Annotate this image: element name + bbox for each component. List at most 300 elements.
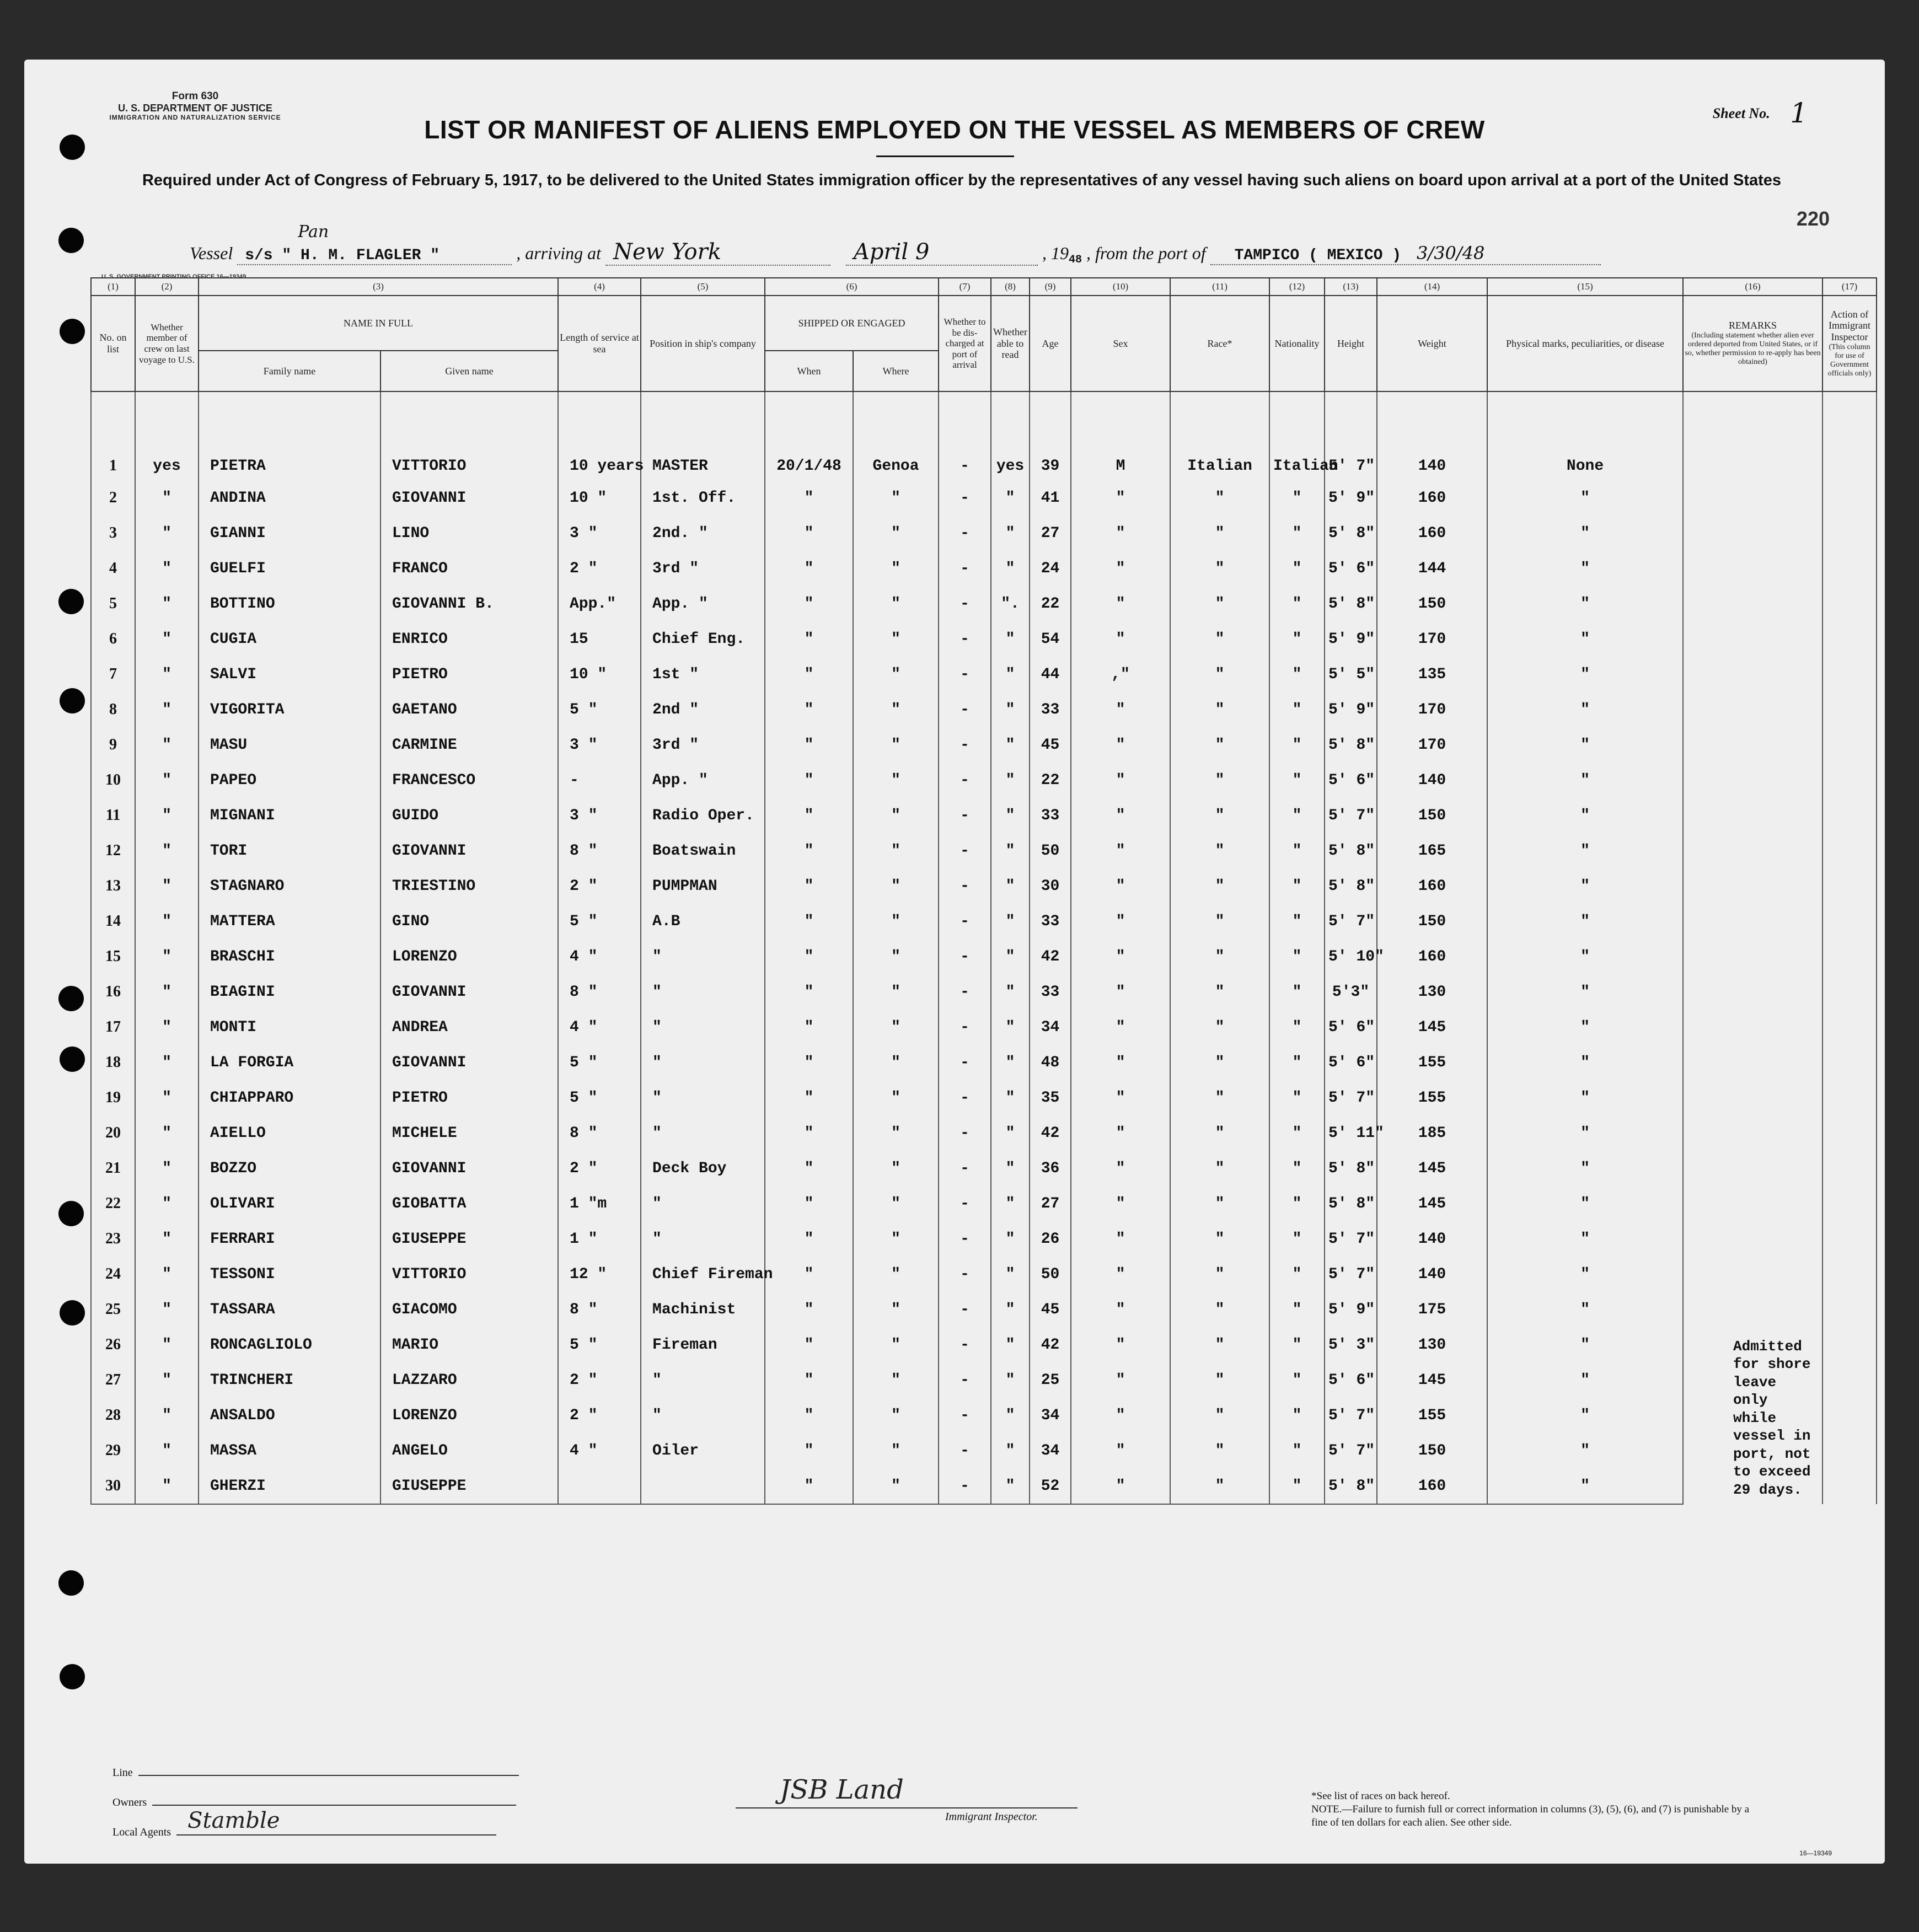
physical-marks-cell: None xyxy=(1487,391,1683,480)
row-number: 8 xyxy=(91,692,135,727)
discharged-cell: - xyxy=(939,551,991,586)
discharged-cell: - xyxy=(939,1186,991,1221)
penalty-note: NOTE.—Failure to furnish full or correct information in columns (3), (5), (6), and (7) is punishable by a fine of ten dollars for each alien. See other side. xyxy=(1311,1803,1750,1828)
last-voyage-cell: " xyxy=(135,939,199,974)
race-cell: " xyxy=(1170,1257,1269,1292)
given-name-cell: GIOVANNI xyxy=(380,1151,558,1186)
nationality-cell: " xyxy=(1269,868,1325,904)
service-length-cell: 15 xyxy=(558,621,641,657)
sex-cell: " xyxy=(1071,1327,1170,1362)
row-number: 27 xyxy=(91,1362,135,1398)
shipped-where-cell: " xyxy=(853,1468,939,1504)
nationality-cell: Italian xyxy=(1269,391,1325,480)
race-cell: " xyxy=(1170,798,1269,833)
age-cell: 44 xyxy=(1030,657,1071,692)
row-number: 21 xyxy=(91,1151,135,1186)
able-to-read-cell: " xyxy=(991,621,1030,657)
sex-cell: ," xyxy=(1071,657,1170,692)
weight-cell: 140 xyxy=(1377,1221,1487,1257)
sex-cell: " xyxy=(1071,1115,1170,1151)
position-cell: Deck Boy xyxy=(641,1151,765,1186)
age-cell: 45 xyxy=(1030,1292,1071,1327)
weight-cell: 155 xyxy=(1377,1045,1487,1080)
weight-cell: 175 xyxy=(1377,1292,1487,1327)
height-cell: 5' 8" xyxy=(1325,727,1377,763)
age-cell: 33 xyxy=(1030,798,1071,833)
race-cell: " xyxy=(1170,1398,1269,1433)
punch-hole xyxy=(60,1664,85,1689)
shipped-when-cell: " xyxy=(765,1327,853,1362)
height-cell: 5' 3" xyxy=(1325,1327,1377,1362)
row-number: 19 xyxy=(91,1080,135,1115)
row-number: 3 xyxy=(91,516,135,551)
last-voyage-cell: " xyxy=(135,586,199,621)
footer-notes xyxy=(1311,1790,1763,1829)
shipped-where-cell: " xyxy=(853,1257,939,1292)
given-name-cell: GIOVANNI xyxy=(380,833,558,868)
weight-cell: 130 xyxy=(1377,974,1487,1010)
shipped-where-cell: " xyxy=(853,833,939,868)
header-nationality: Nationality xyxy=(1269,296,1325,391)
service-length-cell: 5 " xyxy=(558,1327,641,1362)
row-number: 14 xyxy=(91,904,135,939)
service-length-cell: 1 "m xyxy=(558,1186,641,1221)
shipped-where-cell: " xyxy=(853,1292,939,1327)
family-name-cell: MASU xyxy=(199,727,380,763)
nationality-cell: " xyxy=(1269,1186,1325,1221)
table-row xyxy=(91,833,1877,868)
race-cell: " xyxy=(1170,692,1269,727)
shipped-where-cell: " xyxy=(853,868,939,904)
sex-cell: " xyxy=(1071,1221,1170,1257)
service-length-cell: 10 " xyxy=(558,657,641,692)
height-cell: 5' 7" xyxy=(1325,904,1377,939)
last-voyage-cell: " xyxy=(135,868,199,904)
physical-marks-cell: " xyxy=(1487,1186,1683,1221)
age-cell: 34 xyxy=(1030,1398,1071,1433)
voyage-line xyxy=(190,222,1601,266)
age-cell: 39 xyxy=(1030,391,1071,480)
family-name-cell: PIETRA xyxy=(199,391,380,480)
row-number: 1 xyxy=(91,391,135,480)
service-length-cell: 2 " xyxy=(558,1362,641,1398)
weight-cell: 140 xyxy=(1377,391,1487,480)
service-length-cell: 2 " xyxy=(558,1398,641,1433)
table-row xyxy=(91,391,1877,480)
weight-cell: 160 xyxy=(1377,939,1487,974)
shipped-when-cell: " xyxy=(765,1115,853,1151)
height-cell: 5' 6" xyxy=(1325,1010,1377,1045)
nationality-cell: " xyxy=(1269,1433,1325,1468)
vessel-note: Pan xyxy=(298,222,329,242)
position-cell: " xyxy=(641,974,765,1010)
shipped-when-cell: " xyxy=(765,833,853,868)
nationality-cell: " xyxy=(1269,1292,1325,1327)
position-cell: Chief Eng. xyxy=(641,621,765,657)
col-num: (1) xyxy=(91,278,135,296)
position-cell: Machinist xyxy=(641,1292,765,1327)
sheet-label: Sheet No. xyxy=(1712,105,1770,121)
able-to-read-cell: " xyxy=(991,763,1030,798)
weight-cell: 144 xyxy=(1377,551,1487,586)
row-number: 17 xyxy=(91,1010,135,1045)
age-cell: 22 xyxy=(1030,763,1071,798)
physical-marks-cell: " xyxy=(1487,1115,1683,1151)
col-num: (10) xyxy=(1071,278,1170,296)
discharged-cell: - xyxy=(939,868,991,904)
table-row xyxy=(91,1151,1877,1186)
given-name-cell: TRIESTINO xyxy=(380,868,558,904)
height-cell: 5' 8" xyxy=(1325,868,1377,904)
physical-marks-cell: " xyxy=(1487,1151,1683,1186)
given-name-cell: GIUSEPPE xyxy=(380,1468,558,1504)
arriving-field xyxy=(605,239,830,266)
document-title: LIST OR MANIFEST OF ALIENS EMPLOYED ON THE VESSEL AS MEMBERS OF CREW xyxy=(424,115,1485,144)
family-name-cell: CUGIA xyxy=(199,621,380,657)
race-cell: " xyxy=(1170,1010,1269,1045)
physical-marks-cell: " xyxy=(1487,1010,1683,1045)
row-number: 23 xyxy=(91,1221,135,1257)
able-to-read-cell: " xyxy=(991,1010,1030,1045)
table-row xyxy=(91,1398,1877,1433)
last-voyage-cell: " xyxy=(135,1010,199,1045)
physical-marks-cell: " xyxy=(1487,1257,1683,1292)
last-voyage-cell: " xyxy=(135,480,199,516)
physical-marks-cell: " xyxy=(1487,621,1683,657)
weight-cell: 170 xyxy=(1377,727,1487,763)
race-cell: " xyxy=(1170,586,1269,621)
table-row xyxy=(91,1362,1877,1398)
age-cell: 27 xyxy=(1030,516,1071,551)
family-name-cell: MATTERA xyxy=(199,904,380,939)
family-name-cell: TESSONI xyxy=(199,1257,380,1292)
last-voyage-cell: " xyxy=(135,657,199,692)
col-num: (9) xyxy=(1030,278,1071,296)
height-cell: 5' 6" xyxy=(1325,763,1377,798)
shipped-when-cell: " xyxy=(765,1398,853,1433)
shipped-where-cell: " xyxy=(853,1433,939,1468)
agents-label: Local Agents xyxy=(112,1826,171,1838)
given-name-cell: LORENZO xyxy=(380,939,558,974)
table-row xyxy=(91,1468,1877,1504)
position-cell: Chief Fireman xyxy=(641,1257,765,1292)
discharged-cell: - xyxy=(939,1362,991,1398)
weight-cell: 160 xyxy=(1377,480,1487,516)
weight-cell: 155 xyxy=(1377,1080,1487,1115)
height-cell: 5' 9" xyxy=(1325,480,1377,516)
service-length-cell: 4 " xyxy=(558,939,641,974)
nationality-cell: " xyxy=(1269,1468,1325,1504)
last-voyage-cell: " xyxy=(135,516,199,551)
service-length-cell: - xyxy=(558,763,641,798)
date-field xyxy=(846,239,1038,266)
row-number: 20 xyxy=(91,1115,135,1151)
discharged-cell: - xyxy=(939,904,991,939)
given-name-cell: MICHELE xyxy=(380,1115,558,1151)
family-name-cell: OLIVARI xyxy=(199,1186,380,1221)
col-num: (6) xyxy=(765,278,939,296)
col-num: (3) xyxy=(199,278,558,296)
header-where: Where xyxy=(853,351,939,391)
height-cell: 5'3" xyxy=(1325,974,1377,1010)
age-cell: 34 xyxy=(1030,1433,1071,1468)
height-cell: 5' 8" xyxy=(1325,516,1377,551)
crew-rows xyxy=(91,391,1877,1504)
height-cell: 5' 10" xyxy=(1325,939,1377,974)
discharged-cell: - xyxy=(939,763,991,798)
physical-marks-cell: " xyxy=(1487,974,1683,1010)
table-row xyxy=(91,763,1877,798)
row-number: 5 xyxy=(91,586,135,621)
position-cell: Oiler xyxy=(641,1433,765,1468)
age-cell: 26 xyxy=(1030,1221,1071,1257)
height-cell: 5' 9" xyxy=(1325,692,1377,727)
last-voyage-cell: " xyxy=(135,1045,199,1080)
sex-cell: " xyxy=(1071,939,1170,974)
header-height: Height xyxy=(1325,296,1377,391)
position-cell xyxy=(641,1468,765,1504)
height-cell: 5' 8" xyxy=(1325,833,1377,868)
given-name-cell: GINO xyxy=(380,904,558,939)
shipped-when-cell: " xyxy=(765,727,853,763)
able-to-read-cell: " xyxy=(991,480,1030,516)
weight-cell: 135 xyxy=(1377,657,1487,692)
shipped-where-cell: " xyxy=(853,939,939,974)
port-note: 3/30/48 xyxy=(1417,243,1485,264)
shipped-when-cell: " xyxy=(765,1151,853,1186)
nationality-cell: " xyxy=(1269,1221,1325,1257)
weight-cell: 160 xyxy=(1377,1468,1487,1504)
from-port-field xyxy=(1210,243,1601,265)
shipped-where-cell: " xyxy=(853,1151,939,1186)
sex-cell: " xyxy=(1071,763,1170,798)
shipped-where-cell: " xyxy=(853,516,939,551)
table-row xyxy=(91,974,1877,1010)
form-number: Form 630 xyxy=(171,90,219,102)
last-voyage-cell: " xyxy=(135,621,199,657)
height-cell: 5' 9" xyxy=(1325,1292,1377,1327)
sex-cell: " xyxy=(1071,798,1170,833)
family-name-cell: BOTTINO xyxy=(199,586,380,621)
family-name-cell: MASSA xyxy=(199,1433,380,1468)
service-length-cell: 5 " xyxy=(558,1080,641,1115)
position-cell: Boatswain xyxy=(641,833,765,868)
position-cell: 1st. Off. xyxy=(641,480,765,516)
row-number: 2 xyxy=(91,480,135,516)
able-to-read-cell: " xyxy=(991,974,1030,1010)
family-name-cell: ANSALDO xyxy=(199,1398,380,1433)
row-number: 24 xyxy=(91,1257,135,1292)
service-length-cell: 8 " xyxy=(558,974,641,1010)
header-physical-marks: Physical marks, peculiarities, or disease xyxy=(1487,296,1683,391)
position-cell: MASTER xyxy=(641,391,765,480)
form-code: 16—19349 xyxy=(1799,1849,1832,1857)
shipped-where-cell: " xyxy=(853,1010,939,1045)
header-race: Race* xyxy=(1170,296,1269,391)
height-cell: 5' 6" xyxy=(1325,551,1377,586)
vessel-label: Vessel xyxy=(190,243,233,263)
height-cell: 5' 7" xyxy=(1325,391,1377,480)
weight-cell: 150 xyxy=(1377,798,1487,833)
shipped-when-cell: " xyxy=(765,692,853,727)
able-to-read-cell: " xyxy=(991,1468,1030,1504)
service-length-cell: 10 " xyxy=(558,480,641,516)
row-number: 18 xyxy=(91,1045,135,1080)
sex-cell: " xyxy=(1071,1151,1170,1186)
able-to-read-cell: " xyxy=(991,1398,1030,1433)
nationality-cell: " xyxy=(1269,833,1325,868)
shipped-where-cell: " xyxy=(853,727,939,763)
table-row xyxy=(91,904,1877,939)
physical-marks-cell: " xyxy=(1487,1433,1683,1468)
position-cell: Radio Oper. xyxy=(641,798,765,833)
age-cell: 50 xyxy=(1030,1257,1071,1292)
race-cell: " xyxy=(1170,974,1269,1010)
table-row xyxy=(91,727,1877,763)
family-name-cell: MONTI xyxy=(199,1010,380,1045)
last-voyage-cell: " xyxy=(135,1080,199,1115)
able-to-read-cell: " xyxy=(991,868,1030,904)
given-name-cell: GUIDO xyxy=(380,798,558,833)
last-voyage-cell: " xyxy=(135,551,199,586)
race-cell: " xyxy=(1170,1327,1269,1362)
remarks-instructions: (Including statement whether alien ever ordered deported from United States, or if so, whether permission to re-apply has been obtained) xyxy=(1685,331,1821,367)
height-cell: 5' 8" xyxy=(1325,586,1377,621)
sex-cell: " xyxy=(1071,1433,1170,1468)
service-length-cell: 10 years xyxy=(558,391,641,480)
nationality-cell: " xyxy=(1269,1257,1325,1292)
shipped-when-cell: " xyxy=(765,1292,853,1327)
family-name-cell: CHIAPPARO xyxy=(199,1080,380,1115)
discharged-cell: - xyxy=(939,1257,991,1292)
punch-hole xyxy=(60,1046,85,1072)
weight-cell: 150 xyxy=(1377,586,1487,621)
nationality-cell: " xyxy=(1269,1327,1325,1362)
age-cell: 22 xyxy=(1030,586,1071,621)
family-name-cell: GUELFI xyxy=(199,551,380,586)
height-cell: 5' 7" xyxy=(1325,1221,1377,1257)
able-to-read-cell: " xyxy=(991,1080,1030,1115)
line-field xyxy=(112,1767,519,1779)
header-row xyxy=(91,296,1877,351)
row-number: 7 xyxy=(91,657,135,692)
race-cell: " xyxy=(1170,1115,1269,1151)
column-number-row xyxy=(91,278,1877,296)
header-when: When xyxy=(765,351,853,391)
position-cell: " xyxy=(641,1115,765,1151)
shipped-where-cell: " xyxy=(853,551,939,586)
owners-label: Owners xyxy=(112,1796,147,1808)
discharged-cell: - xyxy=(939,1468,991,1504)
agents-blank xyxy=(176,1808,496,1836)
from-label: , from the port of xyxy=(1086,243,1206,263)
sex-cell: M xyxy=(1071,391,1170,480)
table-row xyxy=(91,1221,1877,1257)
race-cell: " xyxy=(1170,551,1269,586)
physical-marks-cell: " xyxy=(1487,1221,1683,1257)
race-cell: " xyxy=(1170,1151,1269,1186)
weight-cell: 145 xyxy=(1377,1010,1487,1045)
position-cell: A.B xyxy=(641,904,765,939)
sex-cell: " xyxy=(1071,480,1170,516)
header-sex: Sex xyxy=(1071,296,1170,391)
discharged-cell: - xyxy=(939,974,991,1010)
col-num: (2) xyxy=(135,278,199,296)
age-cell: 27 xyxy=(1030,1186,1071,1221)
last-voyage-cell: " xyxy=(135,692,199,727)
nationality-cell: " xyxy=(1269,1080,1325,1115)
physical-marks-cell: " xyxy=(1487,1045,1683,1080)
given-name-cell: GIOVANNI xyxy=(380,1045,558,1080)
stamp-number: 220 xyxy=(1796,207,1830,230)
able-to-read-cell: " xyxy=(991,1362,1030,1398)
last-voyage-cell: " xyxy=(135,1468,199,1504)
able-to-read-cell: " xyxy=(991,727,1030,763)
last-voyage-cell: " xyxy=(135,798,199,833)
able-to-read-cell: " xyxy=(991,1257,1030,1292)
nationality-cell: " xyxy=(1269,727,1325,763)
family-name-cell: GIANNI xyxy=(199,516,380,551)
family-name-cell: VIGORITA xyxy=(199,692,380,727)
able-to-read-cell: " xyxy=(991,551,1030,586)
weight-cell: 155 xyxy=(1377,1398,1487,1433)
able-to-read-cell: " xyxy=(991,1151,1030,1186)
service-length-cell: 3 " xyxy=(558,727,641,763)
family-name-cell: TORI xyxy=(199,833,380,868)
row-number: 29 xyxy=(91,1433,135,1468)
race-cell: " xyxy=(1170,1292,1269,1327)
height-cell: 5' 11" xyxy=(1325,1115,1377,1151)
service-length-cell: 3 " xyxy=(558,516,641,551)
crew-manifest-table xyxy=(90,277,1877,1505)
sex-cell: " xyxy=(1071,621,1170,657)
race-cell: " xyxy=(1170,1362,1269,1398)
shipped-when-cell: " xyxy=(765,1221,853,1257)
shipped-when-cell: " xyxy=(765,868,853,904)
last-voyage-cell: " xyxy=(135,727,199,763)
punch-hole xyxy=(58,986,84,1011)
shipped-where-cell: " xyxy=(853,1186,939,1221)
shipped-when-cell: " xyxy=(765,1045,853,1080)
family-name-cell: ANDINA xyxy=(199,480,380,516)
service-length-cell: 12 " xyxy=(558,1257,641,1292)
family-name-cell: BIAGINI xyxy=(199,974,380,1010)
nationality-cell: " xyxy=(1269,904,1325,939)
row-number: 13 xyxy=(91,868,135,904)
owners-blank xyxy=(152,1805,516,1806)
race-cell: " xyxy=(1170,480,1269,516)
year-prefix: , 19 xyxy=(1042,243,1069,263)
weight-cell: 150 xyxy=(1377,1433,1487,1468)
shipped-where-cell: " xyxy=(853,480,939,516)
nationality-cell: " xyxy=(1269,516,1325,551)
shipped-when-cell: " xyxy=(765,1433,853,1468)
punch-hole xyxy=(58,228,84,253)
line-label: Line xyxy=(112,1767,133,1779)
given-name-cell: ANDREA xyxy=(380,1010,558,1045)
last-voyage-cell: " xyxy=(135,904,199,939)
able-to-read-cell: " xyxy=(991,692,1030,727)
family-name-cell: MIGNANI xyxy=(199,798,380,833)
weight-cell: 165 xyxy=(1377,833,1487,868)
shipped-where-cell: " xyxy=(853,798,939,833)
position-cell: 1st " xyxy=(641,657,765,692)
row-number: 12 xyxy=(91,833,135,868)
shipped-when-cell: " xyxy=(765,1080,853,1115)
race-cell: " xyxy=(1170,868,1269,904)
nationality-cell: " xyxy=(1269,692,1325,727)
race-cell: " xyxy=(1170,621,1269,657)
